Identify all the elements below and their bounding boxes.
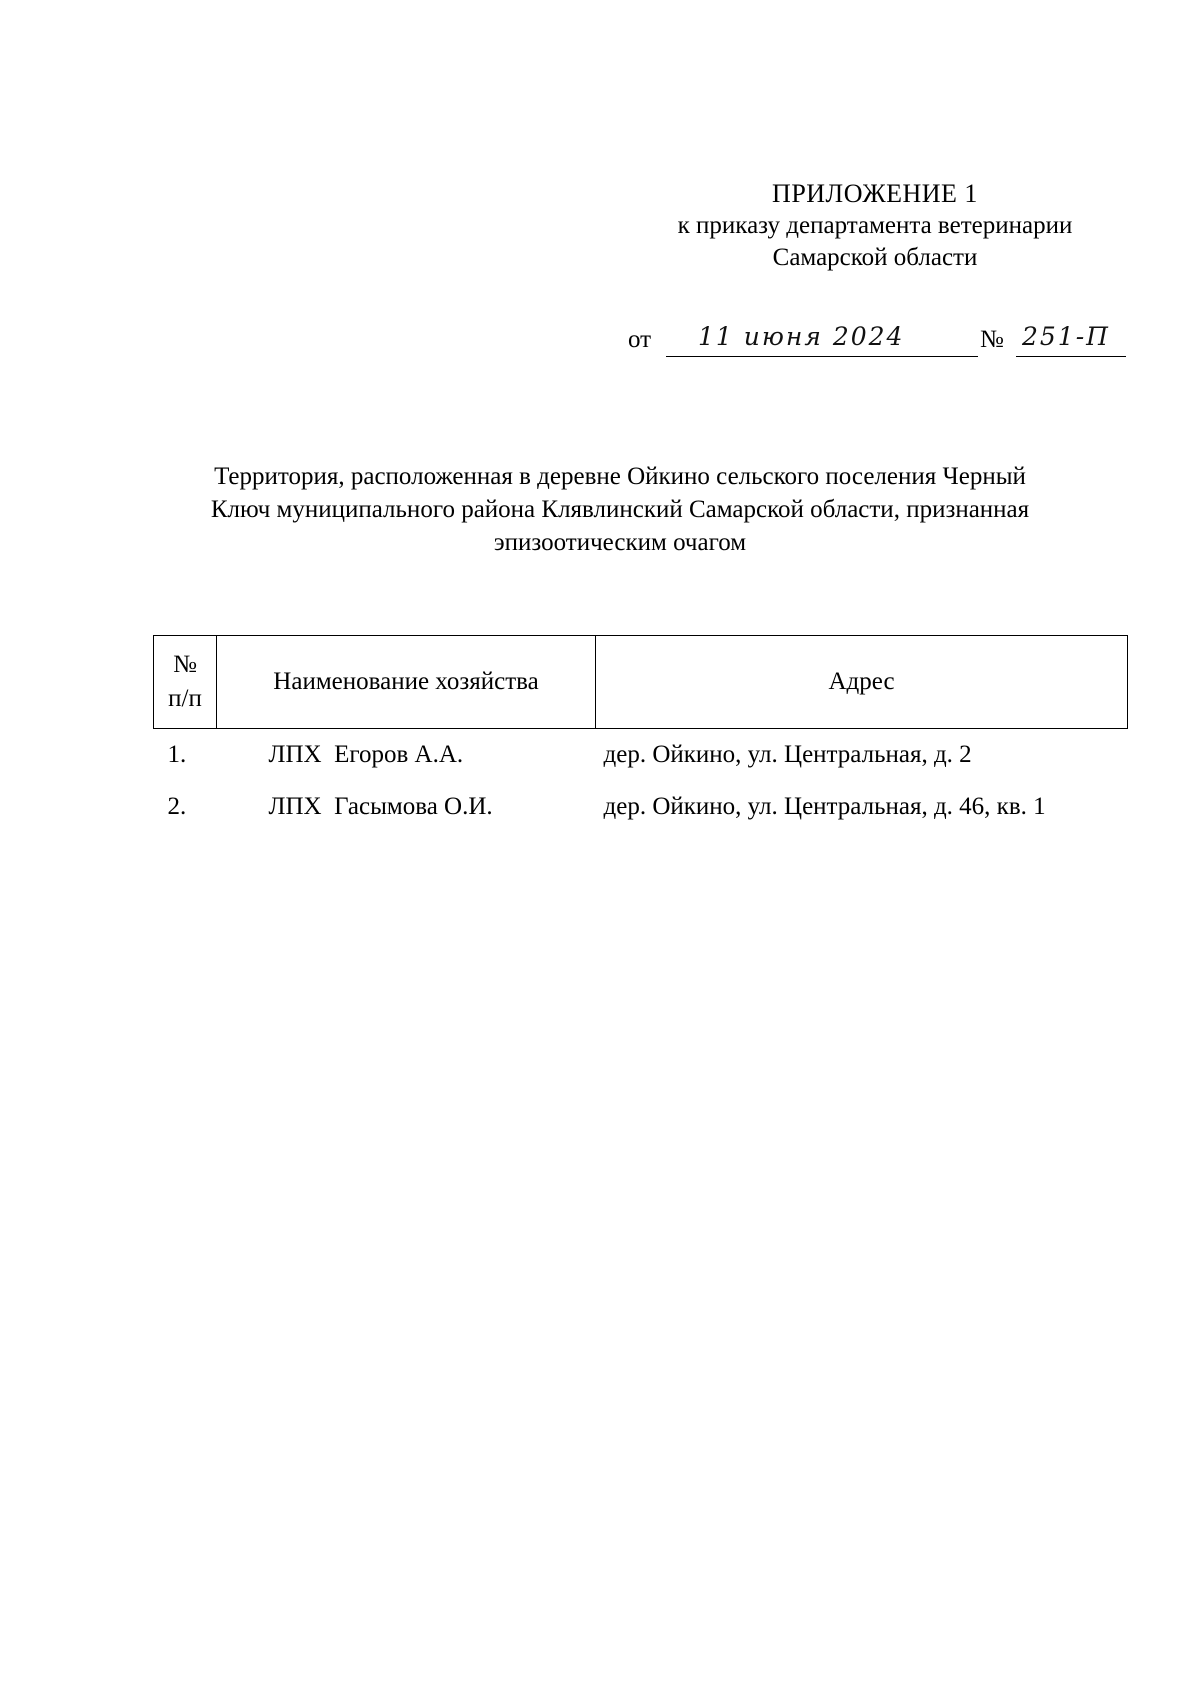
row-address: дер. Ойкино, ул. Центральная, д. 2 (603, 741, 972, 768)
farms-table-wrap (153, 635, 1128, 833)
territory-line-3: эпизоотическим очагом (493, 529, 747, 556)
row-farm-type: ЛПХ (268, 793, 322, 820)
row-farm-type: ЛПХ (268, 741, 322, 768)
row-number: 2. (167, 793, 187, 820)
table-header-row (154, 636, 1128, 729)
header-farm-name: Наименование хозяйства (217, 636, 596, 729)
number-underline (1016, 356, 1126, 357)
row-farm-name (217, 729, 596, 782)
header-number-line-2: п/п (168, 685, 202, 712)
row-owner-name: Егоров А.А. (334, 741, 464, 768)
row-owner-name: Гасымова О.И. (334, 793, 493, 820)
territory-line-2: Ключ муниципального района Клявлинский Самарской области, признанная (210, 496, 1030, 523)
table-row (154, 729, 1128, 782)
table-row (154, 781, 1128, 833)
handwritten-date: 11 июня 2024 (698, 322, 905, 351)
from-label: от (628, 326, 652, 353)
handwritten-number: 251-П (1022, 322, 1110, 351)
row-address: дер. Ойкино, ул. Центральная, д. 46, кв. 1 (603, 793, 1046, 820)
row-number: 1. (167, 741, 187, 768)
header-number-line-1: № (173, 651, 197, 678)
farms-table (153, 635, 1128, 833)
row-farm-name (217, 781, 596, 833)
order-reference (628, 322, 1128, 362)
appendix-line-2: Самарской области (772, 244, 978, 271)
territory-title (140, 460, 1100, 559)
header-address: Адрес (596, 636, 1128, 729)
appendix-title: ПРИЛОЖЕНИЕ 1 (772, 179, 978, 208)
date-underline (666, 356, 978, 357)
appendix-line-1: к приказу департамента ветеринарии (677, 212, 1073, 239)
appendix-header (640, 178, 1110, 274)
header-number (154, 636, 217, 729)
territory-line-1: Территория, расположенная в деревне Ойкино сельского поселения Черный (214, 463, 1026, 490)
number-label: № (980, 326, 1004, 353)
